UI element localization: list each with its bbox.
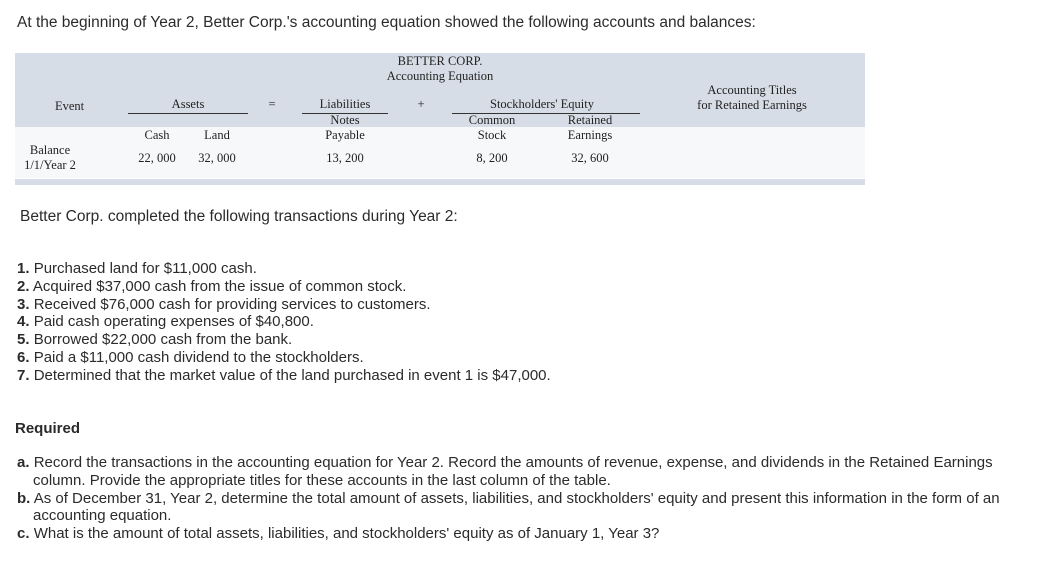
liabilities-header: Liabilities [319,97,371,111]
titles-header-line2: for Retained Earnings [697,98,807,112]
list-item: 7. Determined that the market value of the land purchased in event 1 is $47,000. [17,366,551,384]
titles-header-line1: Accounting Titles [707,83,797,97]
event-header: Event [55,99,85,113]
common-stock-balance: 8, 200 [476,151,508,165]
retained-header-line1: Retained [567,113,613,127]
common-header-line2: Stock [477,128,507,142]
equity-header: Stockholders' Equity [490,97,594,111]
table-bottom-band [15,179,865,185]
list-item: b. As of December 31, Year 2, determine the total amount of assets, liabilities, and stockholders' equity and present this information in the form of an accounting equation. [17,489,1000,525]
cash-balance: 22, 000 [138,151,176,165]
balance-event-line2: 1/1/Year 2 [24,158,76,172]
list-item: 1. Purchased land for $11,000 cash. [17,260,257,277]
plus-sign: + [417,97,425,111]
list-item: 5. Borrowed $22,000 cash from the bank. [17,331,293,349]
required-heading: Required [15,420,81,437]
assets-underline [128,113,248,114]
list-item: c. What is the amount of total assets, liabilities, and stockholders' equity as of January 1, Year 3? [17,525,660,543]
balance-event-line1: Balance [29,143,71,157]
transactions-list [17,260,551,385]
retained-earnings-balance: 32, 600 [571,151,609,165]
land-header: Land [204,128,230,142]
assets-header: Assets [171,97,205,111]
company-name: BETTER CORP. [397,54,483,68]
cash-header: Cash [144,128,170,142]
list-item: 3. Received $76,000 cash for providing services to customers. [17,295,431,313]
list-item: 6. Paid a $11,000 cash dividend to the stockholders. [17,348,364,366]
land-balance: 32, 000 [198,151,236,165]
list-item: a. Record the transactions in the accounting equation for Year 2. Record the amounts of revenue, expense, and dividends in the Retained Earnings column. Provide the appropriate titles for these accounts in the last column of the table. [17,454,993,489]
equals-sign: = [268,97,276,111]
list-item: 2. Acquired $37,000 cash from the issue of common stock. [17,277,407,295]
common-header-line1: Common [468,113,516,127]
notes-header-line1: Notes [330,113,360,127]
accounting-equation-table [15,53,865,178]
required-list [17,454,1017,543]
retained-header-line2: Earnings [567,128,613,142]
list-item: 4. Paid cash operating expenses of $40,800. [17,313,314,331]
notes-header-line2: Payable [325,128,365,142]
notes-payable-balance: 13, 200 [326,151,364,165]
table-subtitle: Accounting Equation [386,69,494,83]
intro-text: At the beginning of Year 2, Better Corp.'s accounting equation showed the following accounts and balances: [17,14,756,31]
transactions-intro: Better Corp. completed the following transactions during Year 2: [20,208,458,225]
